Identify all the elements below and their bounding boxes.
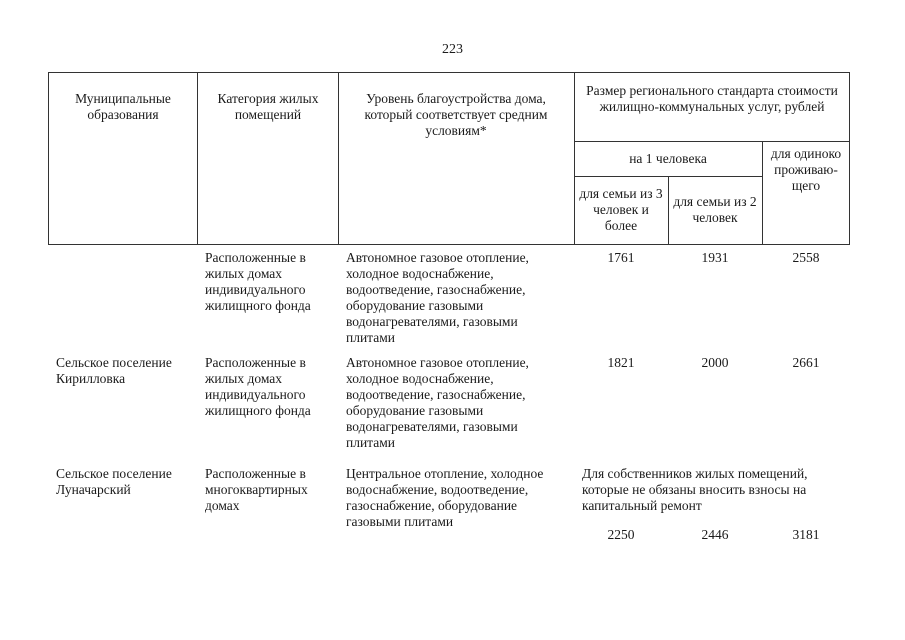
row-municipality: Сельское поселение Луначарский xyxy=(56,466,172,497)
header-family3: для семьи из 3 человек и более xyxy=(579,186,663,233)
row-category: Расположенные в жилых домах индивидуального жилищного фонда xyxy=(205,250,311,313)
header-per-person: на 1 человека xyxy=(629,151,707,166)
row-category: Расположенные в многоквартирных домах xyxy=(205,466,308,513)
header-category: Категория жилых помещений xyxy=(217,91,319,122)
row-category: Расположенные в жилых домах индивидуального жилищного фонда xyxy=(205,355,311,418)
row-family2-value: 2446 xyxy=(701,527,729,542)
row-level: Автономное газовое отопление, холодное водоснабжение, водоотведение, газоснабжение, оборудование газовыми водонагревателями, газовыми плитами xyxy=(346,250,529,345)
row-level: Центральное отопление, холодное водоснабжение, водоотведение, газоснабжение, оборудование газовыми плитами xyxy=(346,466,544,529)
page-number: 223 xyxy=(442,42,463,57)
row-family3-value: 1761 xyxy=(607,250,635,265)
header-single: для одиноко проживаю-щего xyxy=(770,146,842,193)
row-family3-value: 2250 xyxy=(607,527,635,542)
row-single-value: 2558 xyxy=(792,250,820,265)
header-standard: Размер регионального стандарта стоимости жилищно-коммунальных услуг, рублей xyxy=(586,83,838,114)
header-level: Уровень благоустройства дома, который соответствует средним условиям* xyxy=(364,91,548,138)
header-family2: для семьи из 2 человек xyxy=(673,194,757,225)
row-municipality: Сельское поселение Кирилловка xyxy=(56,355,172,386)
row-single-value: 3181 xyxy=(792,527,820,542)
row-family2-value: 1931 xyxy=(701,250,729,265)
row-family3-value: 1821 xyxy=(607,355,635,370)
row-family2-value: 2000 xyxy=(701,355,729,370)
row-level: Автономное газовое отопление, холодное водоснабжение, водоотведение, газоснабжение, оборудование газовыми водонагревателями, газовыми плитами xyxy=(346,355,529,450)
row-note: Для собственников жилых помещений, которые не обязаны вносить взносы на капитальный ремонт xyxy=(582,466,808,513)
row-single-value: 2661 xyxy=(792,355,820,370)
header-municipality: Муниципальные образования xyxy=(75,91,171,122)
